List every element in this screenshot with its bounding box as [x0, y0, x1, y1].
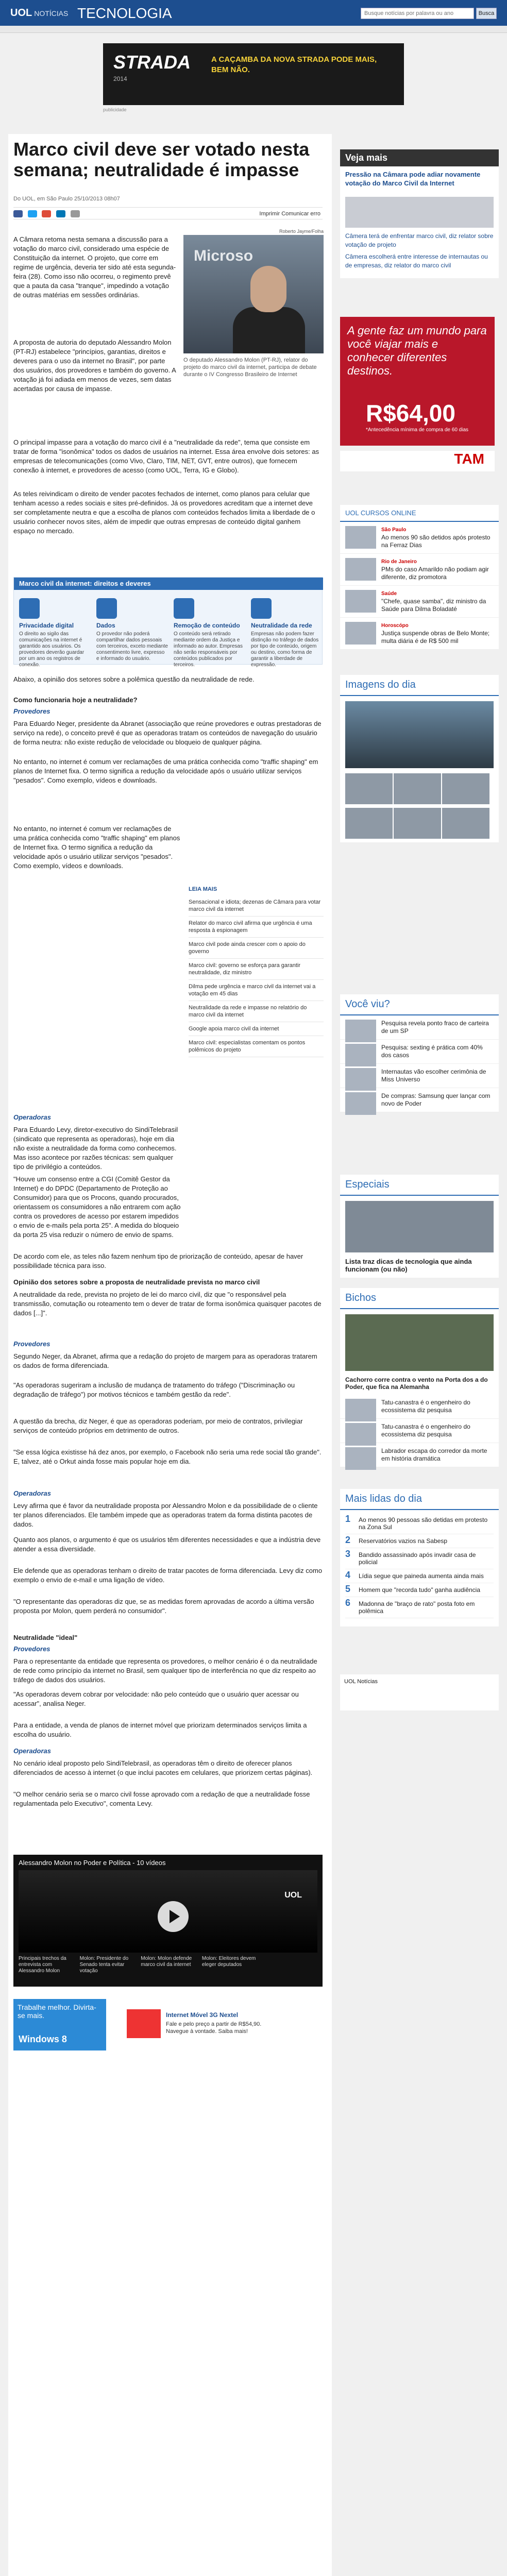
- paragraph: O principal impasse para a votação do marco civil é a "neutralidade da rede", tema que consiste em tratar de forma "isonômica" todos os dados de usuários na internet. Essa área envolve dois setores: as empresas de telecomunicações (como Vivo, Claro, TIM, NET, GVT, entre outros), que fornecem conexão à internet, e provedores de acesso (como UOL, Terra, IG e Globo).: [13, 438, 319, 474]
- uol-logo[interactable]: [10, 7, 68, 19]
- especiais-headline[interactable]: Lista traz dicas de tecnologia que ainda funcionam (ou não): [345, 1258, 472, 1273]
- paragraph: Levy afirma que é favor da neutralidade proposta por Alessandro Molon e da possibilidade de o cliente ter planos diferenciados. Ele também impede que as operadoras tratem da forma distinta pacotes de dados.: [13, 1502, 318, 1528]
- top-banner-ad[interactable]: [103, 43, 404, 112]
- related-link[interactable]: Sensacional e idiota; dezenas de Câmara para votar marco civil da internet: [189, 895, 324, 917]
- section-subhead: Provedores: [13, 707, 50, 715]
- bichos-title: Bichos: [340, 1288, 499, 1309]
- gallery-thumb[interactable]: [442, 773, 489, 804]
- column-text: O conteúdo será retirado mediante ordem da Justiça e informado ao autor. Empresas não serão responsáveis por conteúdos publicados por terceiros.: [174, 631, 243, 668]
- bichos-headline[interactable]: Cachorro corre contra o vento na Porta dos a do Poder, que fica na Alemanha: [345, 1376, 488, 1391]
- gallery-thumb[interactable]: [345, 808, 393, 839]
- infographic-column: [251, 598, 323, 668]
- article-photo[interactable]: [183, 235, 324, 353]
- veja-image[interactable]: [345, 197, 494, 228]
- bichos-thumb: [345, 1423, 376, 1446]
- news-title: Ao menos 90 são detidos após protesto na Ferraz Dias: [381, 534, 491, 549]
- voce-viu-title: Você viu?: [340, 994, 499, 1015]
- section-question: Opinião dos setores sobre a proposta de neutralidade prevista no marco civil: [13, 1278, 260, 1286]
- section-question: Neutralidade "ideal": [13, 1634, 78, 1641]
- images-of-day: [340, 675, 499, 842]
- windows-ad[interactable]: [13, 1999, 106, 2050]
- infographic-title: Marco civil da internet: direitos e deveres: [14, 578, 323, 590]
- mais-lidas-text: Ao menos 90 pessoas são detidas em protesto na Zona Sul: [359, 1516, 488, 1531]
- paragraph: A Câmara retoma nesta semana a discussão para a votação do marco civil, considerado uma espécie de Constituição da internet. O projeto, que corre em regime de urgência, deveria ter sido até esta segunda-feira (28). Como isso não ocorreu, o regimento prevê que a pauta da casa "tranque", impedindo a votação de outras matérias em sessões ordinárias.: [13, 235, 176, 299]
- video-thumb[interactable]: Molon: Molon defende marco civil da internet: [141, 1956, 192, 1968]
- voce-title: Pesquisa: sexting é prática com 40% dos casos: [381, 1044, 483, 1059]
- bichos-item-title: Tatu-canastra é o engenheiro do ecossistema diz pesquisa: [381, 1423, 470, 1438]
- related-link[interactable]: Marco civil pode ainda crescer com o apoio do governo: [189, 938, 324, 959]
- paragraph: Ele defende que as operadoras tenham o direito de tratar pacotes de forma diferenciada. Levy diz como exemplo o envio de e-mail e uma ligação de vídeo.: [13, 1567, 323, 1584]
- news-item[interactable]: [340, 554, 499, 586]
- related-link[interactable]: Google apoia marco civil da internet: [189, 1022, 324, 1036]
- image-grid: [345, 773, 494, 842]
- paragraph: Quanto aos planos, o argumento é que os usuários têm diferentes necessidades e que a indústria deve atender a essa diversidade.: [13, 1536, 321, 1553]
- related-link[interactable]: Marco civil: especialistas comentam os pontos polêmicos do projeto: [189, 1036, 324, 1057]
- especiais-image[interactable]: [345, 1201, 494, 1252]
- related-link[interactable]: Relator do marco civil afirma que urgência é uma resposta à espionagem: [189, 917, 324, 938]
- news-thumb: [345, 590, 376, 613]
- mais-lidas-item[interactable]: 1 Ao menos 90 pessoas são detidas em protesto na Zona Sul: [345, 1513, 494, 1534]
- gallery-thumb[interactable]: [394, 808, 441, 839]
- promo-text: Fale e pelo preço a partir de R$54,90. Navegue à vontade. Saiba mais!: [166, 2021, 262, 2035]
- logo-text: UOL: [10, 7, 32, 19]
- search-button[interactable]: Busca: [476, 8, 497, 19]
- logo-sub: NOTÍCIAS: [34, 9, 69, 18]
- related-links: [189, 886, 324, 1057]
- voce-title: De compras: Samsung quer lançar com novo de Poder: [381, 1092, 491, 1107]
- paragraph: No entanto, no internet é comum ver reclamações de uma prática conhecida como "traffic shaping" em planos de Internet fixa. O termo significa a redução da velocidade após o usuário utilizar serviços "pesados". Como exemplo, vídeos e downloads.: [13, 825, 180, 870]
- tam-ad-copy: A gente faz um mundo para você viajar mais e conhecer diferentes destinos.: [347, 324, 487, 377]
- paragraph: "O representante das operadoras diz que, se as medidas forem aprovadas de acordo a última versão proposta por Molon, quem perderá no consumidor".: [13, 1598, 314, 1615]
- bichos-box: [340, 1288, 499, 1467]
- veja-mais-title: Veja mais: [340, 149, 499, 166]
- uol-brand-text: UOL Notícias: [344, 1679, 378, 1685]
- bichos-item[interactable]: [340, 1419, 499, 1443]
- tam-ad-note: *Antecedência mínima de compra de 60 dias: [366, 427, 469, 433]
- ad-brand: STRADA: [113, 52, 191, 73]
- related-link[interactable]: Neutralidade da rede e impasse no relatório do marco civil da internet: [189, 1001, 324, 1022]
- lock-icon: [19, 598, 40, 619]
- voce-thumb: [345, 1044, 376, 1066]
- paragraph: Para Eduardo Neger, presidente da Abranet (associação que reúne provedores e outras prestadoras de serviço na rede), o conceito prevê é que as operadoras tratam os conteúdos de navegação do usuário de forma neutra: não existe redução de velocidade ou bloqueio de qualquer página.: [13, 720, 322, 746]
- mais-lidas-item[interactable]: 4 Lídia segue que paineda aumenta ainda mais: [345, 1569, 494, 1583]
- ad-label: publicidade: [103, 107, 127, 112]
- infographic-column: [19, 598, 91, 668]
- featured-image[interactable]: [345, 701, 494, 768]
- mais-lidas-text: Homem que "recorda tudo" ganha audiência: [359, 1586, 481, 1594]
- news-box-title: UOL CURSOS ONLINE: [340, 505, 499, 522]
- gallery-thumb[interactable]: [394, 773, 441, 804]
- win-ad-brand: Windows 8: [19, 2034, 67, 2044]
- gallery-thumb[interactable]: [345, 773, 393, 804]
- video-frame[interactable]: [19, 1870, 317, 1953]
- column-text: Empresas não podem fazer distinção no tráfego de dados por tipo de conteúdo, origem ou destino, como forma de garantir a liberdade de expressão.: [251, 631, 319, 668]
- section-subhead: Provedores: [13, 1645, 50, 1653]
- mais-lidas-box: [340, 1489, 499, 1626]
- mais-lidas-item[interactable]: 3 Bandido assassinado após invadir casa de policial: [345, 1548, 494, 1569]
- section-question: Como funcionaria hoje a neutralidade?: [13, 696, 138, 704]
- column-text: O direito ao sigilo das comunicações na internet é garantido aos usuários. Os provedores deverão guardar por um ano os registros de conexão.: [19, 631, 84, 668]
- news-item[interactable]: [340, 522, 499, 554]
- related-title: LEIA MAIS: [189, 886, 217, 892]
- google-plus-icon[interactable]: [42, 210, 51, 217]
- especiais-box: [340, 1175, 499, 1278]
- section-title[interactable]: TECNOLOGIA: [77, 5, 172, 21]
- column-text: O provedor não poderá compartilhar dados pessoais com terceiros, exceto mediante consentimento livre, expresso e informado do usuário.: [96, 631, 168, 662]
- win-ad-copy: Trabalhe melhor. Divirta-se mais.: [18, 2003, 96, 2020]
- veja-item[interactable]: Câmera terá de enfrentar marco civil, diz relator sobre votação de projeto: [345, 232, 494, 248]
- voce-title: Internautas vão escolher cerimônia de Miss Universo: [381, 1068, 486, 1083]
- video-thumb[interactable]: Principais trechos da entrevista com Alessandro Molon: [19, 1956, 66, 1974]
- section-subhead: Operadoras: [13, 1113, 51, 1121]
- news-item[interactable]: [340, 586, 499, 618]
- database-icon: [96, 598, 117, 619]
- voce-item[interactable]: [340, 1015, 499, 1040]
- infographic: [13, 577, 323, 668]
- mais-lidas-text: Bandido assassinado após invadir casa de policial: [359, 1551, 476, 1566]
- paragraph: Para a entidade, a venda de planos de internet móvel que priorizam determinados serviços limita a escolha do usuário.: [13, 1721, 307, 1738]
- column-title: Dados: [96, 622, 115, 629]
- paragraph: Para o representante da entidade que representa os provedores, o melhor cenário é o da neutralidade de rede como princípio da internet no Brasil, sem qualquer tipo de interferência no que diz respeito ao tráfego de dados dos usuários.: [13, 1657, 317, 1684]
- play-icon[interactable]: [158, 1901, 189, 1932]
- photo-credit: Roberto Jayme/Folha: [279, 229, 324, 234]
- news-thumb: [345, 558, 376, 581]
- section-subhead: Operadoras: [13, 1489, 51, 1497]
- photo-subject-body: [233, 307, 305, 353]
- voce-item[interactable]: [340, 1040, 499, 1064]
- tam-ad-price: R$64,00: [366, 400, 455, 427]
- voce-thumb: [345, 1092, 376, 1115]
- voce-thumb: [345, 1068, 376, 1091]
- paragraph: A questão da brecha, diz Neger, é que as operadoras poderiam, por meio de contratos, privilegiar serviços de conteúdo próprios em detrimento de outros.: [13, 1417, 303, 1434]
- video-title[interactable]: Alessandro Molon no Poder e Política - 10 vídeos: [19, 1859, 166, 1867]
- mais-lidas-text: Madonna de "braço de rato" posta foto em polêmica: [359, 1600, 475, 1615]
- paragraph: "Se essa lógica existisse há dez anos, por exemplo, o Facebook não seria uma rede social tão grande". E, talvez, até o Orkut ainda fosse mais popular hoje em dia.: [13, 1448, 322, 1465]
- tam-ad[interactable]: [340, 317, 495, 446]
- related-link[interactable]: Marco civil: governo se esforça para garantir neutralidade, diz ministro: [189, 959, 324, 980]
- photo-sign-text: Microso: [194, 247, 254, 264]
- especiais-title: Especiais: [340, 1175, 499, 1196]
- column-title: Privacidade digital: [19, 622, 74, 629]
- news-thumb: [345, 526, 376, 549]
- paragraph: "Houve um consenso entre a CGI (Comitê Gestor da Internet) e do DPDC (Departamento de Proteção ao Consumidor) para que os Procons, quando procurados, orientassem os consumidores a não entrarem com ação contra os provedores de acesso por estarem impedidos o envio de e-mails pela porta 25". A medida do bloqueio da porta 25 visa reduzir o número de envio de spams.: [13, 1175, 181, 1239]
- facebook-icon[interactable]: [13, 210, 23, 217]
- network-icon: [251, 598, 272, 619]
- news-tag: Rio de Janeiro: [381, 559, 417, 565]
- ad-copy: A CAÇAMBA DA NOVA STRADA PODE MAIS, BEM NÃO.: [211, 55, 377, 74]
- paragraph: Segundo Neger, da Abranet, afirma que a redação do projeto de margem para as operadoras tratarem os dados de forma diferenciada.: [13, 1352, 317, 1369]
- paragraph: As teles reivindicam o direito de vender pacotes fechados de internet, como planos para celular que tenham acesso a redes sociais e sites pré-definidos. Já os provedores acreditam que a internet deve ser completamente neutra e que a escolha de planos com conteúdos fechados limita a liberdade de o usuário conhecer novos sites, além de impedir que outras empresas de conteúdo digital ganhem espaço no mercado.: [13, 490, 315, 535]
- video-thumbnails: [19, 1956, 317, 1974]
- trash-icon: [174, 598, 194, 619]
- uol-follow-box[interactable]: [340, 1674, 499, 1710]
- promo-title: Internet Móvel 3G Nextel: [166, 2011, 239, 2019]
- ad-tagline: 2014: [113, 75, 127, 82]
- news-box: [340, 505, 499, 650]
- bichos-thumb: [345, 1399, 376, 1421]
- video-brand: UOL: [284, 1891, 302, 1900]
- bichos-item-title: Labrador escapa do corredor da morte em história dramática: [381, 1447, 487, 1462]
- mais-lidas-item[interactable]: 2 Reservatórios vazios na Sabesp: [345, 1534, 494, 1548]
- voce-viu-box: [340, 994, 499, 1112]
- mais-lidas-text: Lídia segue que paineda aumenta ainda mais: [359, 1572, 484, 1580]
- sidebar: [340, 149, 499, 2576]
- bichos-image[interactable]: [345, 1314, 494, 1371]
- news-item[interactable]: [340, 618, 499, 650]
- paragraph: De acordo com ele, as teles não fazem nenhum tipo de priorização de conteúdo, apesar de haver possibilidade técnica para isso.: [13, 1252, 303, 1269]
- bichos-item[interactable]: [340, 1395, 499, 1419]
- promo-image: [127, 2009, 161, 2038]
- photo-caption: O deputado Alessandro Molon (PT-RJ), relator do projeto do marco civil da internet, participa de debate durante o IV Congresso Brasileiro de Internet: [183, 357, 317, 378]
- paragraph: No cenário ideal proposto pelo SindiTelebrasil, as operadoras têm o direito de oferecer planos diferenciados de acesso à internet (o que inclui pacotes em celulares, que priorizem certas páginas).: [13, 1759, 313, 1776]
- news-thumb: [345, 622, 376, 645]
- paragraph: Para Eduardo Levy, diretor-executivo do SindiTelebrasil (sindicato que representa as operadoras), hoje em dia não existe a neutralidade da forma como conhecemos. Mas isso acontece por razões técnicas: sem qualquer tipo de privilégio a conteúdos.: [13, 1126, 178, 1171]
- news-title: PMs do caso Amarildo não podiam agir diferente, diz promotora: [381, 566, 489, 581]
- infographic-column: [96, 598, 168, 662]
- tam-logo[interactable]: TAM: [340, 451, 495, 471]
- news-tag: Horoscópo: [381, 623, 409, 629]
- paragraph: "O melhor cenário seria se o marco civil fosse aprovado com a redação de que a neutralidade fosse regulamentada pelo Executivo", comenta Levy.: [13, 1790, 310, 1807]
- search-input[interactable]: [361, 8, 474, 19]
- news-title: Justiça suspende obras de Belo Monte; multa diária é de R$ 500 mil: [381, 630, 490, 645]
- mais-lidas-item[interactable]: 5 Homem que "recorda tudo" ganha audiência: [345, 1583, 494, 1597]
- bichos-item-title: Tatu-canastra é o engenheiro do ecossistema diz pesquisa: [381, 1399, 470, 1414]
- images-title: Imagens do dia: [340, 675, 499, 696]
- paragraph: "As operadoras devem cobrar por velocidade: não pelo conteúdo que o usuário quer acessar ou acessar", analisa Neger.: [13, 1690, 299, 1707]
- column-title: Neutralidade da rede: [251, 622, 312, 629]
- infographic-column: [174, 598, 246, 668]
- voce-item[interactable]: [340, 1064, 499, 1088]
- mais-lidas-list: [340, 1510, 499, 1621]
- section-subhead: Operadoras: [13, 1747, 51, 1755]
- photo-subject-face: [250, 266, 286, 312]
- news-title: "Chefe, quase samba", diz ministro da Saúde para Dilma Boladaté: [381, 598, 486, 613]
- article-container: [8, 134, 332, 2576]
- voce-thumb: [345, 1020, 376, 1042]
- nextel-promo[interactable]: [127, 2009, 312, 2040]
- article-headline: Marco civil deve ser votado nesta semana; neutralidade é impasse: [13, 139, 310, 180]
- mais-lidas-title: Mais lidas do dia: [340, 1489, 499, 1510]
- related-link[interactable]: Dilma pede urgência e marco civil da internet vai a votação em 45 dias: [189, 980, 324, 1001]
- video-thumb[interactable]: Molon: Presidente do Senado tenta evitar votação: [79, 1956, 129, 1974]
- email-icon[interactable]: [71, 210, 80, 217]
- news-tag: Saúde: [381, 591, 397, 597]
- paragraph: Abaixo, a opinião dos setores sobre a polêmica questão da neutralidade de rede.: [13, 675, 255, 683]
- gallery-thumb[interactable]: [442, 808, 489, 839]
- column-title: Remoção de conteúdo: [174, 622, 240, 629]
- mais-lidas-item[interactable]: 6 Madonna de "braço de rato" posta foto em polêmica: [345, 1597, 494, 1618]
- paragraph: No entanto, no internet é comum ver reclamações de uma prática conhecida como "traffic shaping" em planos de Internet fixa. O termo significa a redução da velocidade após o usuário utilizar serviços "pesados". Como exemplo, vídeos e downloads.: [13, 758, 318, 784]
- paragraph: A neutralidade da rede, prevista no projeto de lei do marco civil, diz que "o responsável pela transmissão, comutação ou roteamento tem o dever de tratar de forma isonômica quaisquer pacotes de dados [...]".: [13, 1291, 322, 1317]
- voce-item[interactable]: [340, 1088, 499, 1112]
- print-report-links[interactable]: Imprimir Comunicar erro: [259, 211, 320, 217]
- news-tag: São Paulo: [381, 527, 407, 533]
- share-bar: [13, 207, 323, 219]
- mais-lidas-text: Reservatórios vazios na Sabesp: [359, 1537, 448, 1545]
- bichos-thumb: [345, 1447, 376, 1470]
- veja-mais-box: [340, 149, 499, 278]
- linkedin-icon[interactable]: [56, 210, 65, 217]
- section-subhead: Provedores: [13, 1340, 50, 1348]
- video-thumb[interactable]: Molon: Eleitores devem eleger deputados: [201, 1956, 256, 1968]
- site-header: [0, 0, 507, 26]
- sub-navigation: [0, 26, 507, 33]
- veja-item[interactable]: Câmera escolherá entre interesse de internautas ou de empresas, diz relator do marco civil: [345, 253, 488, 269]
- paragraph: "As operadoras sugeriram a inclusão de mudança de tratamento do tráfego ("Discriminação ou degradação de tráfego") por motivos técnicos e também gestão da rede".: [13, 1381, 295, 1398]
- article-byline: Do UOL, em São Paulo 25/10/2013 08h07: [13, 196, 120, 202]
- twitter-icon[interactable]: [28, 210, 37, 217]
- paragraph: A proposta de autoria do deputado Alessandro Molon (PT-RJ) estabelece "princípios, garantias, direitos e deveres para o uso da internet no Brasil", por parte dos usuários, dos provedores e também do governo. A votação já foi adiada em menos de vezes, sem datas acertadas por causa de impasse.: [13, 338, 176, 393]
- veja-item[interactable]: Pressão na Câmara pode adiar novamente votação do Marco Civil da Internet: [345, 171, 481, 187]
- bichos-item[interactable]: [340, 1443, 499, 1467]
- voce-title: Pesquisa revela ponto fraco de carteira de um SP: [381, 1020, 489, 1035]
- video-player: [13, 1855, 323, 1987]
